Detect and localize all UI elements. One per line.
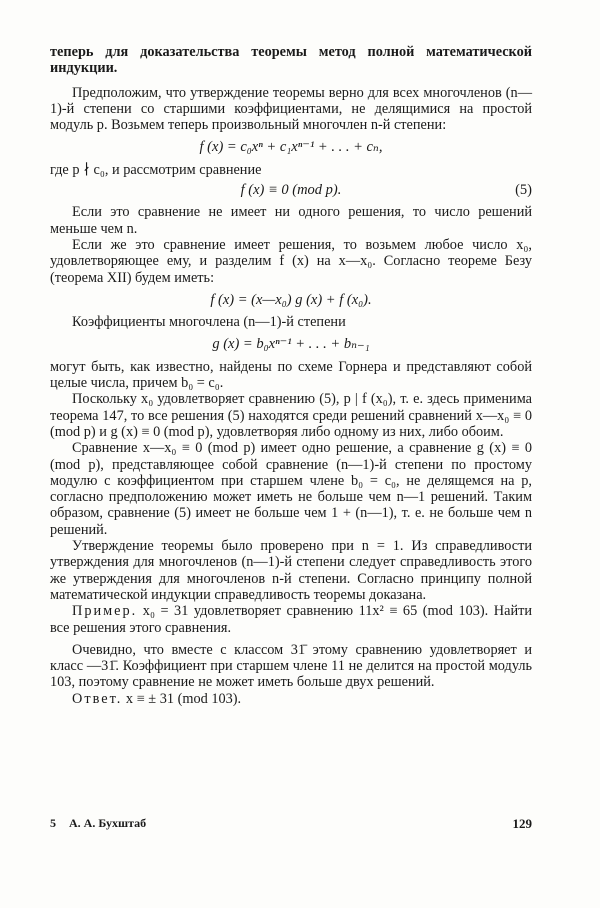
- page-body: [50, 44, 532, 707]
- page-number: 129: [512, 816, 532, 831]
- answer-label: Ответ.: [72, 690, 123, 707]
- example-text: x₀ = 31 удовлетворяет сравнению 11x² ≡ 65 (mod 103). Найти все решения этого сравнения.: [50, 603, 533, 636]
- author-name: А. А. Бухштаб: [69, 816, 147, 830]
- paragraph-example: [50, 603, 532, 636]
- paragraph-no-solution: Если это сравнение не имеет ни одного решения, то число решений меньше чем n.: [50, 204, 532, 237]
- formula-bezout: f (x) = (x—x₀) g (x) + f (x₀).: [210, 291, 372, 308]
- paragraph-assumption: Предположим, что утверждение теоремы верно для всех многочленов (n—1)-й степени со старшими коэффициентами, не делящимися на простой модуль p. Возьмем теперь произвольный многочлен n-й степени:: [50, 84, 532, 134]
- footer-signature: [50, 816, 156, 832]
- paragraph-comparison: Сравнение x—x₀ ≡ 0 (mod p) имеет одно решение, а сравнение g (x) ≡ 0 (mod p), представляющее собой сравнение (n—1)-й степени по простому модулю с коэффициентом при старшем члене b₀ = c₀, не делящемся на p, согласно предположению может иметь не больше чем n—1 решений. Таким образом, сравнение (5) имеет не больше чем 1 + (n—1), т. е. не больше чем n решений.: [50, 440, 532, 538]
- paragraph-coefficients: Коэффициенты многочлена (n—1)-й степени: [72, 314, 346, 331]
- page-footer: [50, 816, 532, 832]
- answer-text: x ≡ ± 31 (mod 103).: [125, 690, 242, 707]
- example-label: Пример.: [72, 603, 138, 620]
- paragraph-answer: [50, 691, 532, 707]
- paragraph-obvious: Очевидно, что вместе с классом 31̄ этому сравнению удовлетворяет и класс —31̄. Коэффициент при старшем члене 11 не делится на простой модуль 103, поэтому сравнение не может иметь больше двух решений.: [50, 641, 532, 691]
- formula-g: g (x) = b₀xⁿ⁻¹ + . . . + bₙ₋₁: [212, 336, 370, 353]
- formula-polynomial: f (x) = c₀xⁿ + c₁xⁿ⁻¹ + . . . + cₙ,: [199, 139, 383, 156]
- paragraph-consider: где p ∤ c₀, и рассмотрим сравнение: [50, 161, 262, 178]
- paragraph-since: Поскольку x₀ удовлетворяет сравнению (5), p | f (x₀), т. е. здесь применима теорема 147, то все решения (5) находятся среди решений сравнений x—x₀ ≡ 0 (mod p) и g (x) ≡ 0 (mod p), удовлетворяя либо одному из них, либо обоим.: [50, 391, 532, 440]
- formula-congruence-text: f (x) ≡ 0 (mod p).: [240, 182, 342, 199]
- paragraph-has-solution: Если же это сравнение имеет решения, то возьмем любое число x₀, удовлетворяющее ему, и разделим f (x) на x—x₀. Согласно теореме Безу (теорема XII) будем иметь:: [50, 236, 532, 286]
- equation-number: (5): [515, 182, 532, 199]
- paragraph-induction: Утверждение теоремы было проверено при n = 1. Из справедливости утверждения для многочленов (n—1)-й степени следует справедливость этого же утверждения для многочленов n-й степени. Согласно принципу полной математической индукции справедливость теоремы доказана.: [50, 538, 532, 603]
- signature-number: 5: [50, 816, 56, 830]
- paragraph-continuation: теперь для доказательства теоремы метод полной математической индукции.: [50, 44, 532, 77]
- formula-congruence-5: [50, 182, 532, 198]
- paragraph-horner: могут быть, как известно, найдены по схеме Горнера и представляют собой целые числа, причем b₀ = c₀.: [50, 358, 532, 392]
